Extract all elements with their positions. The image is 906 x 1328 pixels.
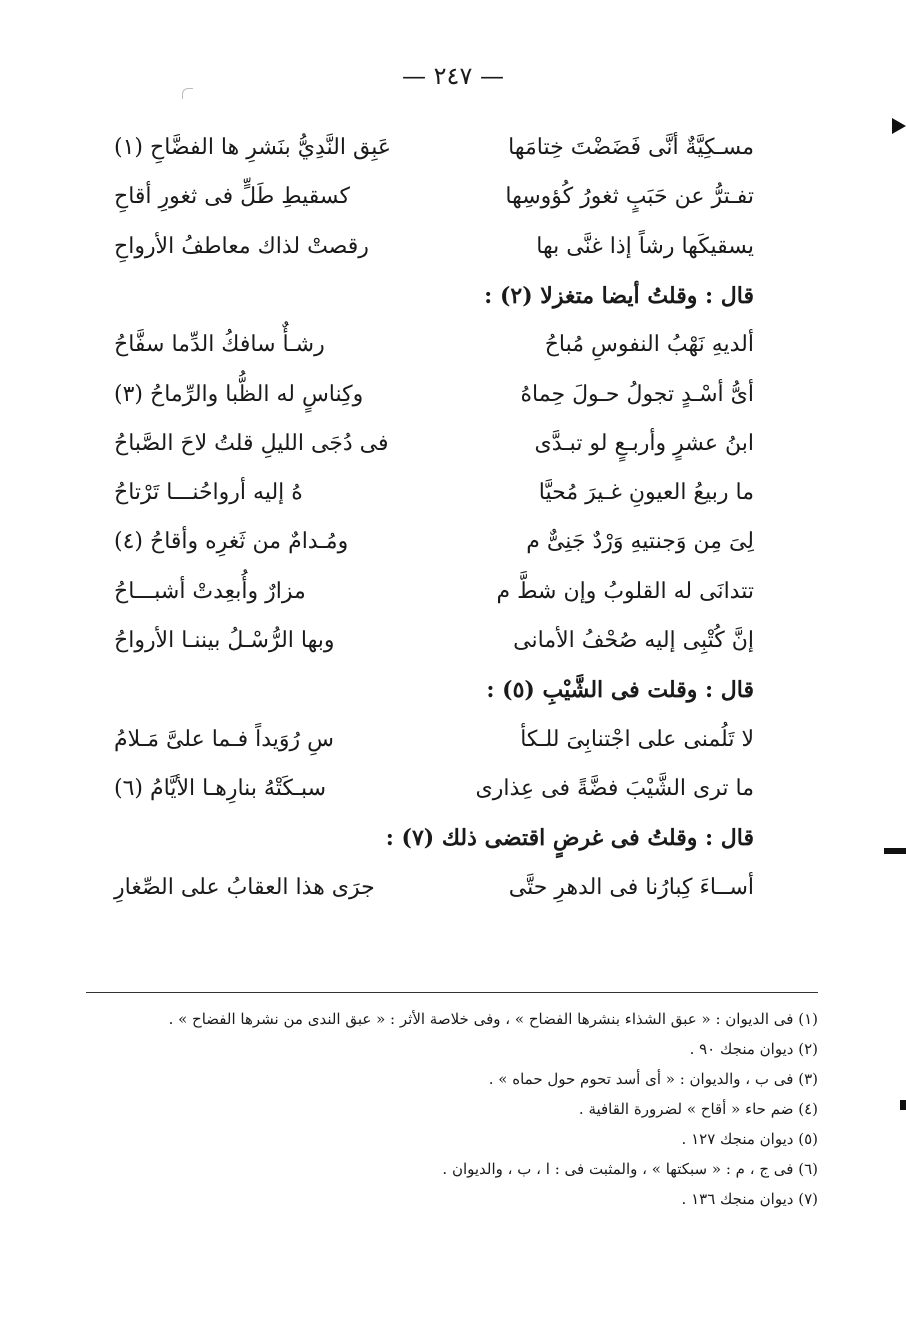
footnote: (١) فى الديوان : « عبق الشذاء بنشرها الفضاح » ، وفى خلاصة الأثر : « عبق الندى من نشرها الفضاح » . — [168, 1010, 818, 1028]
footnote: (٤) ضم حاء « أقاح » لضرورة القافية . — [578, 1100, 818, 1118]
verse-second-hemistich: وبها الرُّسْـلُ بيننـا الأرواحُ — [114, 628, 335, 653]
verse-first-hemistich: ابنُ عشرٍ وأربـعٍ لو تبـدَّى — [534, 431, 754, 456]
verse-line — [114, 375, 754, 415]
footnotes — [86, 1004, 818, 1214]
verse-second-hemistich: رشـأٌ سافكُ الدِّما سفَّاحُ — [114, 332, 325, 357]
verse-first-hemistich: أىُّ أسْـدٍ تجولُ حـولَ حِماهُ — [520, 382, 754, 407]
verse-first-hemistich: إنَّ كُتْبِى إليه صُحْفُ الأمانى — [513, 628, 754, 653]
verse-first-hemistich: لِىَ مِن وَجنتيهِ وَرْدٌ جَنِىٌّ م — [526, 529, 754, 554]
footnote: (٢) ديوان منجك ٩٠ . — [689, 1040, 818, 1058]
footnote-divider — [86, 992, 818, 993]
verse-second-hemistich: سبـكَتْهُ بنارِهـا الأيَّامُ (٦) — [114, 776, 327, 801]
section-heading: قال : وقلتُ فى غرضٍ اقتضى ذلك (٧) : — [385, 825, 754, 851]
verse-line — [114, 424, 754, 464]
margin-ink-mark — [884, 848, 906, 854]
section-heading: قال : وقلت فى الشَّيْبِ (٥) : — [486, 677, 754, 703]
verse-line — [114, 227, 754, 267]
verse-line — [114, 621, 754, 661]
footnote: (٣) فى ب ، والديوان : « أى أسد تحوم حول حماه » . — [488, 1070, 818, 1088]
verse-first-hemistich: أســاءَ كِبارُنا فى الدهرِ حتَّى — [508, 875, 754, 900]
verse-first-hemistich: ما ترى الشَّيْبَ فضَّةً فى عِذارى — [475, 776, 754, 801]
margin-ink-mark — [900, 1100, 906, 1110]
verse-first-hemistich: لا تَلُمنى على اجْتنابِىَ للـكأ — [520, 727, 754, 752]
verse-second-hemistich: عَبِق النَّدِيُّ بنَشرِ ها الفضَّاحِ (١) — [114, 135, 392, 160]
verse-second-hemistich: وكِناسٍ له الظُّبا والرِّماحُ (٣) — [114, 382, 364, 407]
footnote: (٧) ديوان منجك ١٣٦ . — [681, 1190, 818, 1208]
verse-first-hemistich: يسقيكَها رشاً إذا غنَّى بها — [536, 234, 754, 259]
verse-line — [114, 128, 754, 168]
verse-first-hemistich: مسـكِيَّةٌ أنَّى فَضَضْتَ خِتامَها — [508, 135, 754, 160]
verse-line — [114, 572, 754, 612]
verse-second-hemistich: مزارٌ وأُبعِدتْ أشبـــاحُ — [114, 579, 306, 604]
verse-first-hemistich: تتدانَى له القلوبُ وإن شطَّ م — [496, 579, 754, 604]
page-number: — ٢٤٧ — — [402, 62, 504, 90]
verse-first-hemistich: ألديهِ نَهْبُ النفوسِ مُباحُ — [544, 332, 754, 357]
verse-line — [114, 177, 754, 217]
verse-second-hemistich: رقصتْ لذاك معاطفُ الأرواحِ — [114, 234, 369, 259]
margin-ink-mark — [892, 118, 906, 134]
verse-second-hemistich: فى دُجَى الليلِ قلتُ لاحَ الصَّباحُ — [114, 431, 389, 456]
verse-first-hemistich: ما ربيعُ العيونِ غـيرَ مُحيَّا — [538, 480, 754, 505]
footnote: (٥) ديوان منجك ١٢٧ . — [681, 1130, 818, 1148]
verse-second-hemistich: هُ إليه أرواحُنـــا تَرْتاحُ — [114, 480, 303, 505]
verse-line — [114, 325, 754, 365]
verse-second-hemistich: ومُـدامٌ من ثَغرِه وأقاحُ (٤) — [114, 529, 349, 554]
footnote: (٦) فى ج ، م : « سبكتها » ، والمثبت فى : ا ، ب ، والديوان . — [442, 1160, 818, 1178]
verse-second-hemistich: كسقيطِ طَلٍّ فى ثغورِ أقاحِ — [114, 184, 351, 209]
verse-line — [114, 769, 754, 809]
verse-line — [114, 868, 754, 908]
verse-second-hemistich: جرَى هذا العقابُ على الصِّغارِ — [114, 875, 375, 900]
section-heading: قال : وقلتُ أيضا متغزلا (٢) : — [484, 283, 754, 309]
verse-first-hemistich: تفـترُّ عن حَبَبٍ ثغورُ كُؤوسِها — [505, 184, 754, 209]
verse-second-hemistich: سِ رُوَيداً فـما علىَّ مَـلامُ — [114, 727, 334, 752]
pencil-mark — [182, 88, 193, 99]
verse-line — [114, 473, 754, 513]
verse-line — [114, 522, 754, 562]
verse-line — [114, 720, 754, 760]
